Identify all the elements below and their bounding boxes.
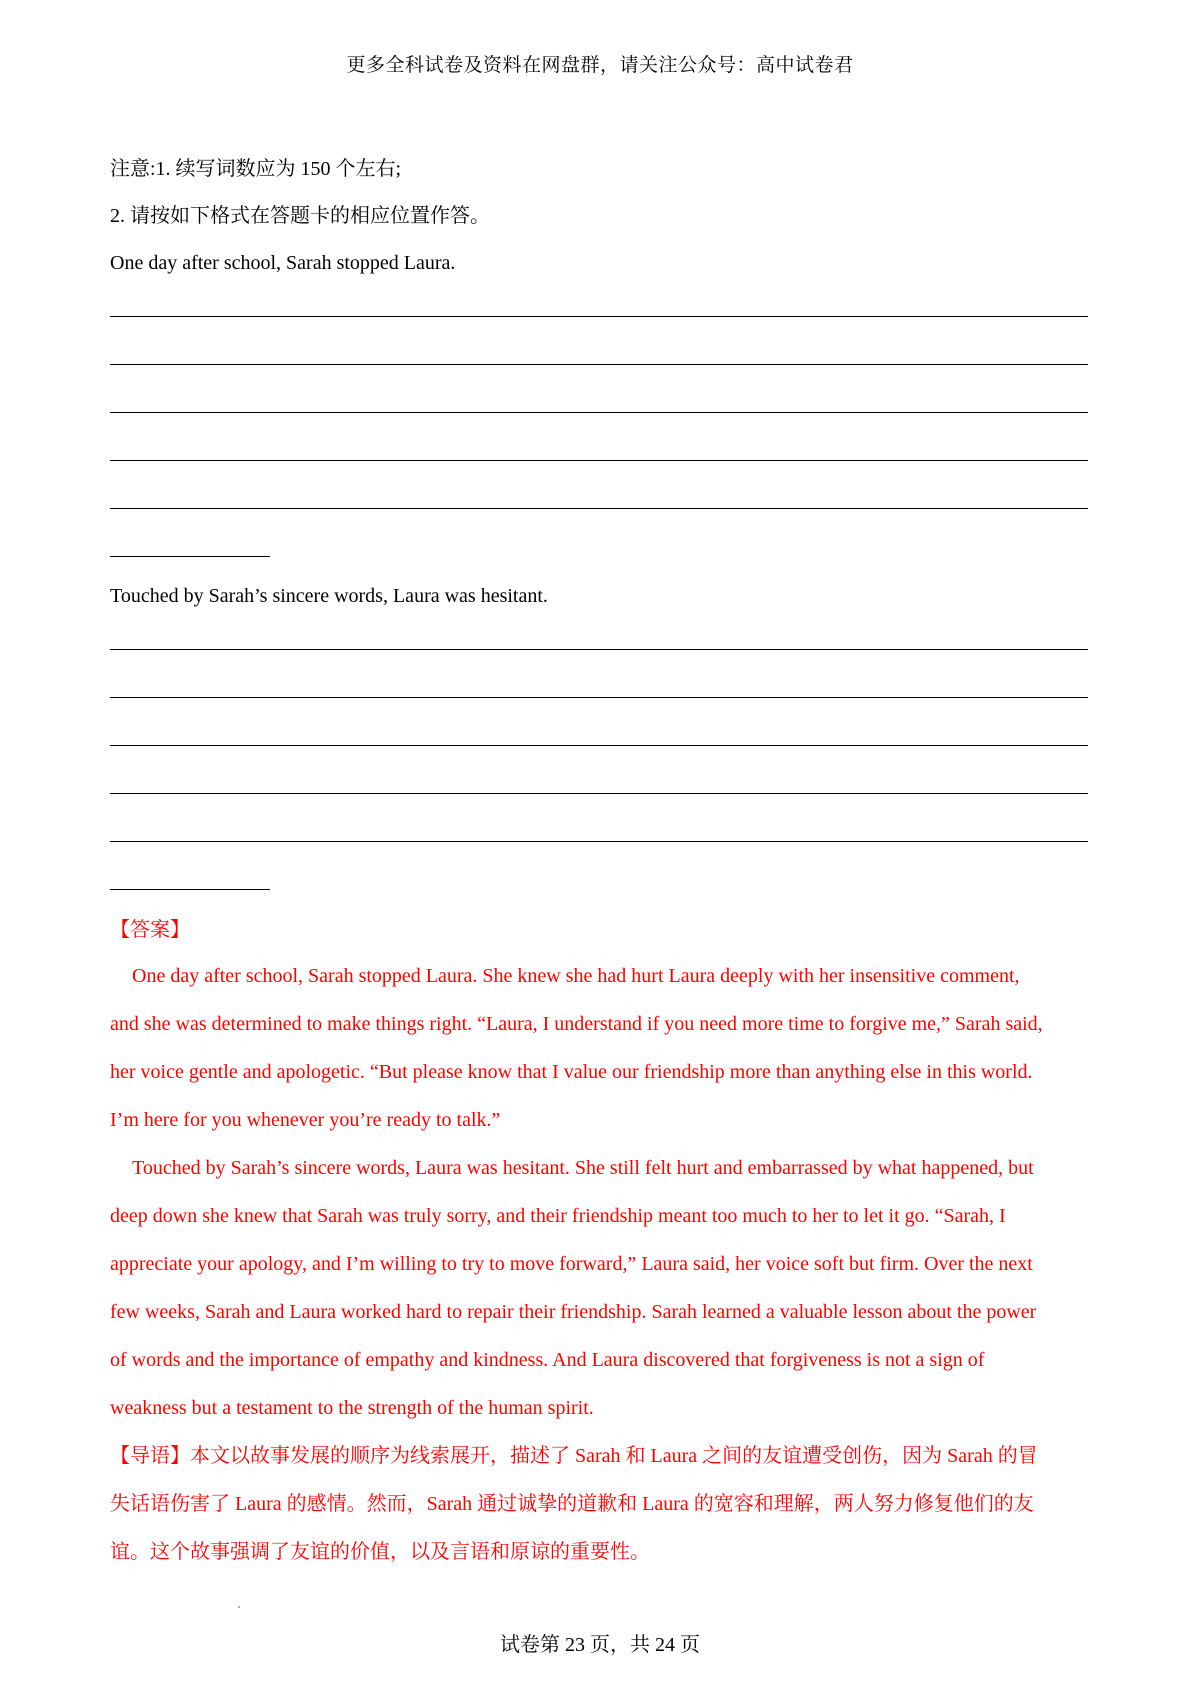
answer-text-line: weakness but a testament to the strength of the human spirit. [110,1397,594,1419]
answer-blank-line [110,841,1088,842]
answer-blank-line [110,412,1088,413]
answer-text-line: and she was determined to make things right. “Laura, I understand if you need more time to forgive me,” Sarah said, [110,1013,1043,1035]
answer-blank-line [110,697,1088,698]
answer-text-line: her voice gentle and apologetic. “But please know that I value our friendship more than anything else in this world. [110,1061,1033,1083]
answer-label: 【答案】 [110,919,190,941]
answer-text-line: few weeks, Sarah and Laura worked hard to repair their friendship. Sarah learned a valuable lesson about the power [110,1301,1037,1323]
answer-text-line: appreciate your apology, and I’m willing to try to move forward,” Laura said, her voice soft but firm. Over the next [110,1253,1033,1275]
prompt-para2-start: Touched by Sarah’s sincere words, Laura was hesitant. [110,585,548,607]
guide-text-line: 【导语】本文以故事发展的顺序为线索展开，描述了 Sarah 和 Laura 之间的友谊遭受创伤，因为 Sarah 的冒 [110,1445,1038,1467]
answer-text-line: One day after school, Sarah stopped Laura. She knew she had hurt Laura deeply with her insensitive comment, [132,965,1020,987]
answer-blank-line [110,460,1088,461]
note-line-1: 注意:1. 续写词数应为 150 个左右; [110,158,402,180]
guide-text-line: 失话语伤害了 Laura 的感情。然而，Sarah 通过诚挚的道歉和 Laura 的宽容和理解，两人努力修复他们的友 [110,1493,1034,1515]
answer-blank-line [110,316,1088,317]
answer-blank-line [110,649,1088,650]
answer-blank-line-short [110,889,270,890]
page-footer: 试卷第 23 页，共 24 页 [500,1634,700,1656]
answer-text-line: deep down she knew that Sarah was truly sorry, and their friendship meant too much to her to let it go. “Sarah, I [110,1205,1006,1227]
answer-paragraph-2 [110,1144,1110,1432]
answer-blank-line-short [110,556,270,557]
answer-blank-line [110,364,1088,365]
answer-text-line: of words and the importance of empathy and kindness. And Laura discovered that forgiveness is not a sign of [110,1349,985,1371]
scan-speck [238,1606,240,1608]
answer-text-line: Touched by Sarah’s sincere words, Laura was hesitant. She still felt hurt and embarrassed by what happened, but [132,1157,1034,1179]
note-line-2: 2. 请按如下格式在答题卡的相应位置作答。 [110,205,490,227]
prompt-para1-start: One day after school, Sarah stopped Laura. [110,252,456,274]
guide-paragraph [110,1432,1100,1576]
answer-text-line: I’m here for you whenever you’re ready to talk.” [110,1109,501,1131]
answer-blank-line [110,508,1088,509]
answer-blank-line [110,745,1088,746]
answer-paragraph-1 [110,952,1110,1144]
answer-blank-line [110,793,1088,794]
page-header: 更多全科试卷及资料在网盘群，请关注公众号：高中试卷君 [346,55,854,76]
guide-text-line: 谊。这个故事强调了友谊的价值，以及言语和原谅的重要性。 [110,1541,650,1563]
